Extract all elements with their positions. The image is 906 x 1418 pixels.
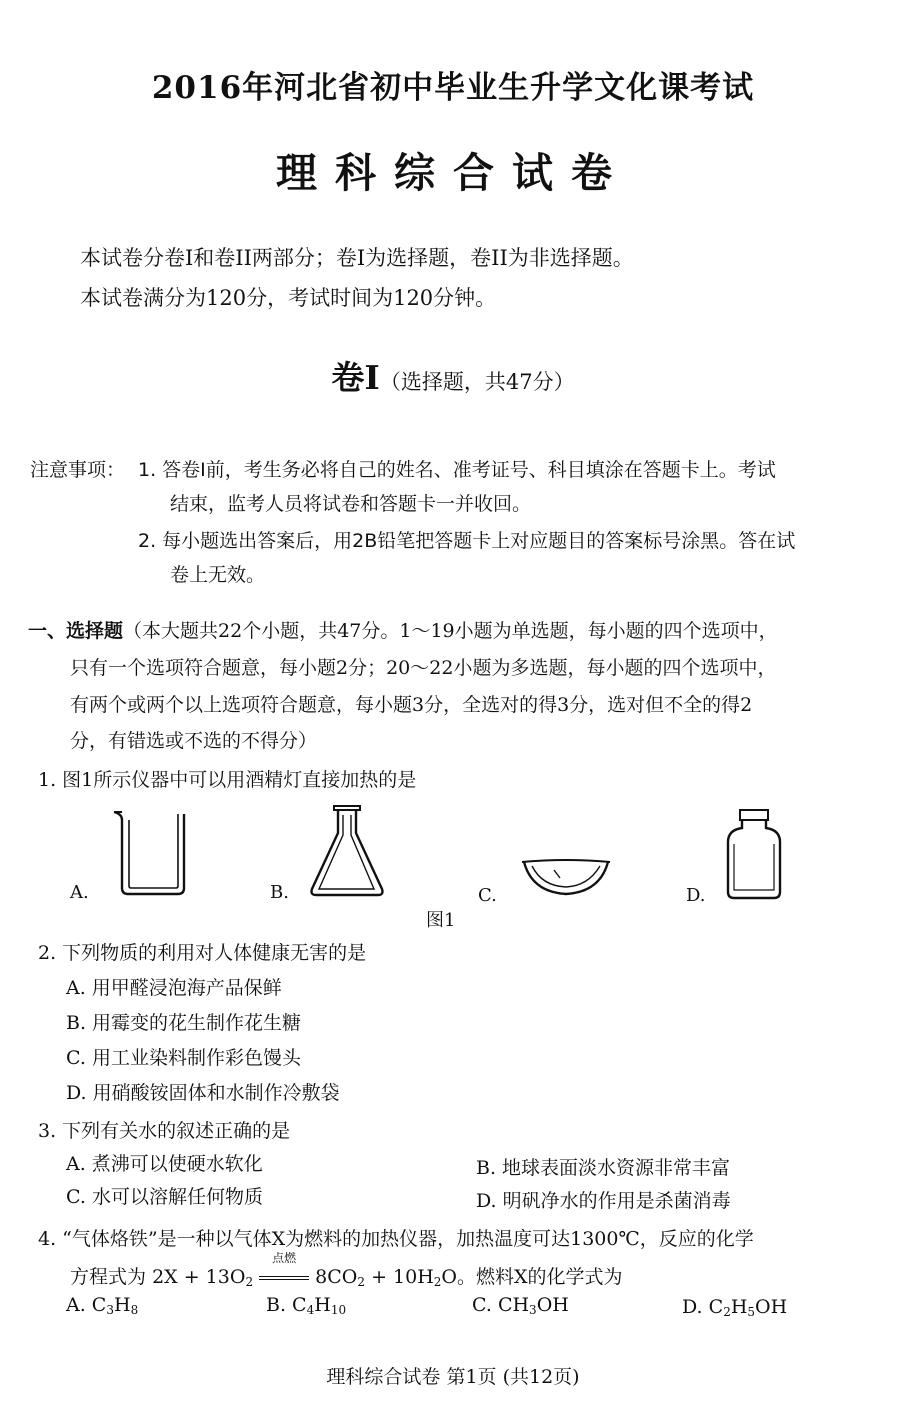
section-title: 一、选择题 [28,620,124,642]
section-line-2: 只有一个选项符合题意，每小题2分；20～22小题为多选题，每小题的四个选项中， [70,657,777,679]
q4-b-pre: B. C [266,1294,307,1316]
q1-option-c: C. [478,885,497,906]
q4-stem-line-1: 4. “气体烙铁”是一种以气体X为燃料的加热仪器，加热温度可达1300℃，反应的化学 [38,1228,754,1250]
q2-option-d: D. 用硝酸铵固体和水制作冷敷袋 [66,1082,340,1104]
q2-option-b: B. 用霉变的花生制作花生糖 [66,1012,302,1034]
q3-option-c: C. 水可以溶解任何物质 [66,1186,263,1208]
q3-option-d: D. 明矾净水的作用是杀菌消毒 [476,1190,731,1212]
evaporating-dish-icon [518,852,614,902]
q3-option-b: B. 地球表面淡水资源非常丰富 [476,1157,731,1179]
q2-option-a: A. 用甲醛浸泡海产品保鲜 [66,977,282,999]
q4-stem-pre: 方程式为 [70,1266,147,1288]
figure-caption: 图1 [426,910,456,931]
conical-flask-icon [308,803,388,899]
section-heading [28,616,778,643]
q4-d-sub2: 5 [747,1305,756,1319]
reaction-arrow [259,1276,309,1280]
q4-c-mid: OH [536,1294,569,1316]
q4-option-d [682,1296,787,1318]
q3-option-a: A. 煮沸可以使硬水软化 [66,1153,263,1175]
page-footer: 理科综合试卷 第1页 (共12页) [326,1366,580,1388]
q1-option-a: A. [70,882,89,903]
notes-label: 注意事项： [30,459,126,481]
exam-title: 2016年河北省初中毕业生升学文化课考试 [151,70,755,106]
q1-option-b: B. [270,882,289,903]
reaction-condition [259,1251,309,1288]
q4-reactant-sub: 2 [245,1275,254,1289]
notes-item1-line1: 1. 答卷I前，考生务必将自己的姓名、准考证号、科目填涂在答题卡上。考试 [138,459,776,481]
q4-b-sub2: 10 [330,1303,347,1317]
intro-line-2: 本试卷满分为120分，考试时间为120分钟。 [80,286,497,310]
volume-heading [0,352,906,399]
notes-item2-line1: 2. 每小题选出答案后，用2B铅笔把答题卡上对应题目的答案标号涂黑。答在试 [138,530,796,552]
q4-b-mid: H [314,1294,331,1316]
q4-a-pre: A. C [66,1294,107,1316]
q4-a-mid: H [113,1294,131,1316]
q4-d-tail: OH [755,1296,788,1318]
reagent-bottle-icon [722,808,786,900]
q4-a-sub2: 8 [130,1303,139,1317]
q4-plus: + 10H [371,1266,434,1288]
q4-a-sub1: 3 [106,1303,114,1317]
q2-option-c: C. 用工业染料制作彩色馒头 [66,1047,301,1069]
q4-product-1: 8CO [315,1266,358,1288]
q4-reactants: 2X + 13O [152,1266,246,1288]
q4-option-a [66,1294,138,1316]
paper-title: 理科综合试卷 [276,149,630,197]
section-line-4: 分，有错选或不选的不得分） [70,730,318,752]
notes-item2-line2: 卷上无效。 [170,564,266,586]
q4-product-1-sub: 2 [357,1275,366,1289]
q4-option-c [472,1294,569,1316]
q4-d-pre: D. C [682,1296,724,1318]
notes-item1-line2: 结束，监考人员将试卷和答题卡一并收回。 [170,493,532,515]
q4-d-mid: H [730,1296,748,1318]
q4-c-sub1: 3 [529,1303,537,1317]
q3-stem: 3. 下列有关水的叙述正确的是 [38,1120,291,1142]
q4-c-pre: C. CH [472,1294,530,1316]
q1-option-d: D. [686,885,706,906]
q1-stem: 1. 图1所示仪器中可以用酒精灯直接加热的是 [38,769,417,791]
reaction-condition-text: 点燃 [272,1251,297,1265]
volume-name: 卷I [331,358,380,397]
q4-stem-line-2 [70,1251,623,1289]
section-line-1: （本大题共22个小题，共47分。1～19小题为单选题，每小题的四个选项中， [123,620,778,642]
q4-product-2-tail: O。 [441,1266,476,1288]
section-line-3: 有两个或两个以上选项符合题意，每小题3分，全选对的得3分，选对但不全的得2 [70,694,753,716]
volume-desc: （选择题，共47分） [379,370,575,394]
q4-stem-post: 燃料X的化学式为 [476,1266,623,1288]
q4-b-sub1: 4 [306,1303,315,1317]
q4-option-b [266,1294,346,1316]
q4-d-sub1: 2 [723,1305,731,1319]
beaker-icon [108,808,192,898]
q4-product-2-sub: 2 [433,1275,442,1289]
intro-line-1: 本试卷分卷I和卷II两部分；卷I为选择题，卷II为非选择题。 [80,246,634,270]
q2-stem: 2. 下列物质的利用对人体健康无害的是 [38,942,367,964]
